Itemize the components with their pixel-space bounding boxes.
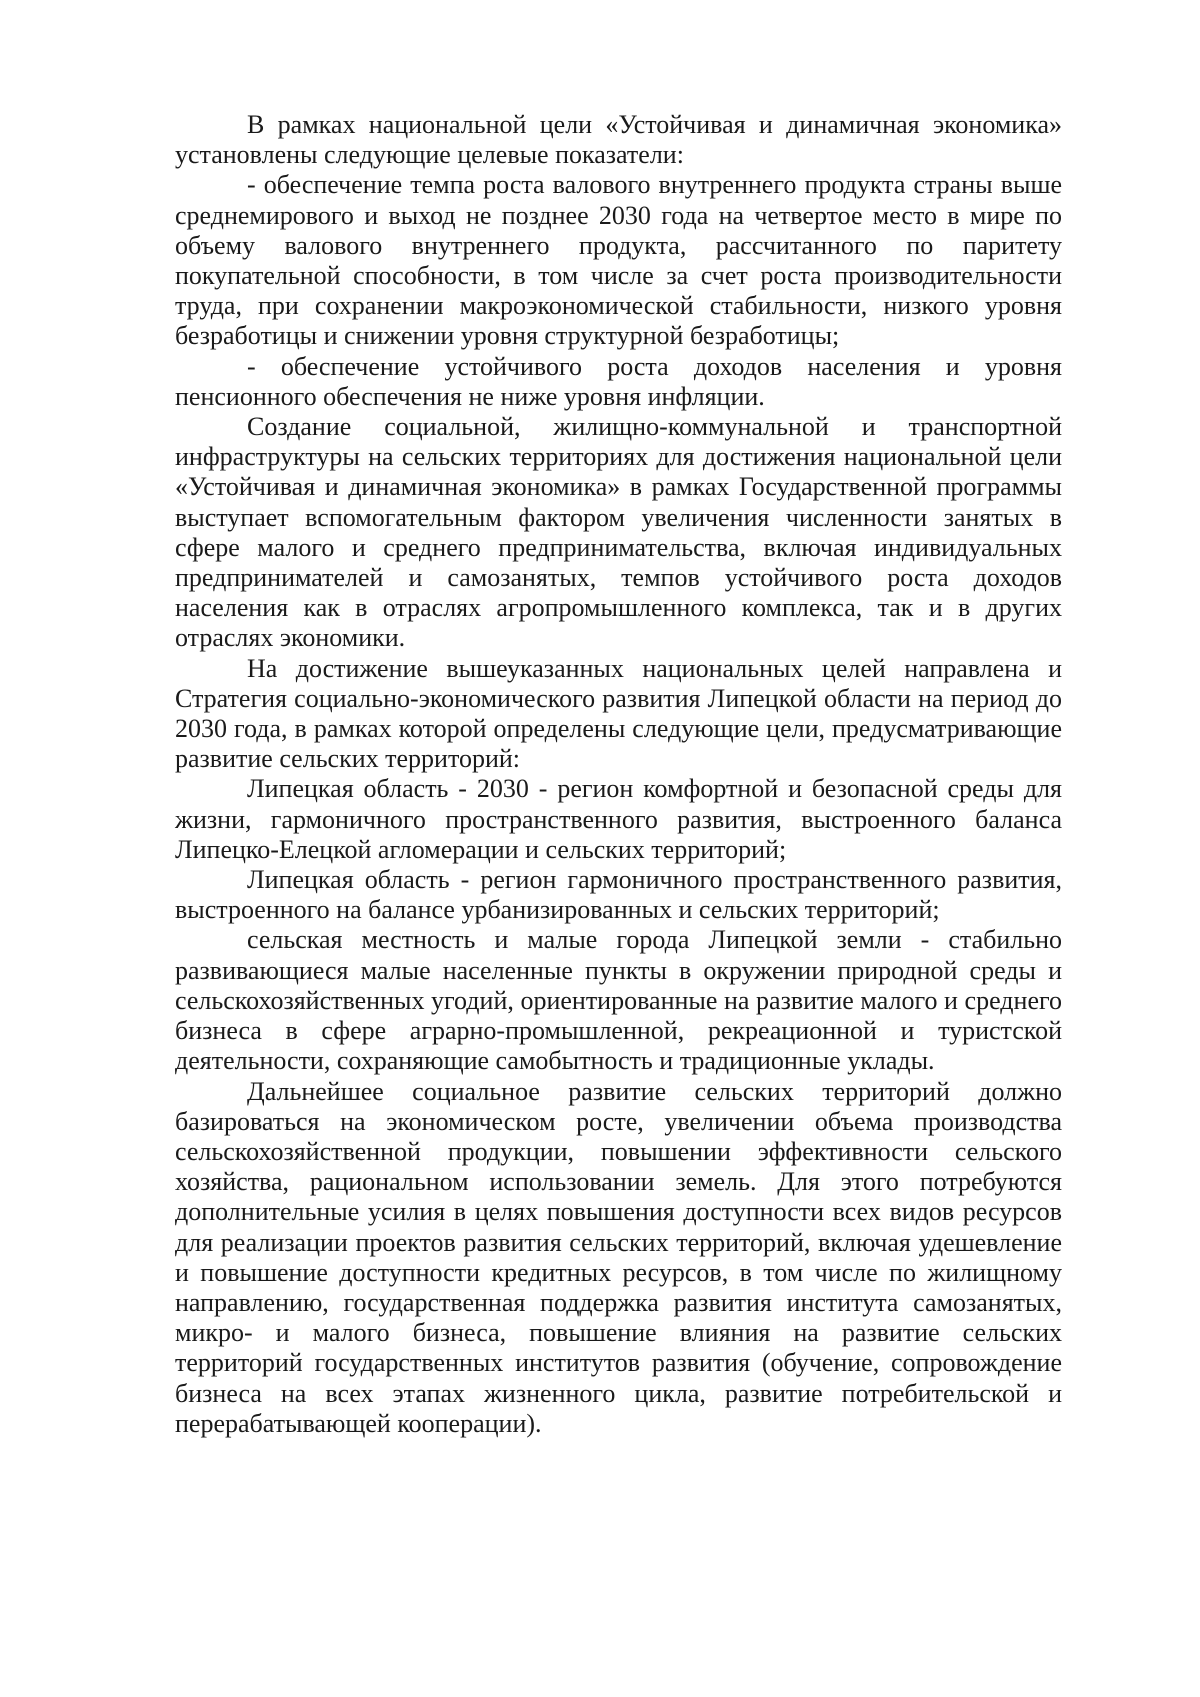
paragraph-rural-areas-goal: сельская местность и малые города Липецкой земли - стабильно развивающиеся малые населенные пункты в окружении природной среды и сельскохозяйственных угодий, ориентированные на развитие малого и среднего бизнеса в сфере аграрно-промышленной, рекреационной и туристской деятельности, сохраняющие самобытность и традиционные уклады. [175, 925, 1062, 1076]
document-page [175, 110, 1062, 1439]
paragraph-gdp-growth-target: - обеспечение темпа роста валового внутреннего продукта страны выше среднемирового и выход не позднее 2030 года на четвертое место в мире по объему валового внутреннего продукта, рассчитанного по паритету покупательной способности, в том числе за счет роста производительности труда, при сохранении макроэкономической стабильности, низкого уровня безработицы и снижении уровня структурной безработицы; [175, 170, 1062, 351]
paragraph-national-goal-intro: В рамках национальной цели «Устойчивая и динамичная экономика» установлены следующие целевые показатели: [175, 110, 1062, 170]
paragraph-regional-strategy: На достижение вышеуказанных национальных целей направлена и Стратегия социально-экономического развития Липецкой области на период до 2030 года, в рамках которой определены следующие цели, предусматривающие развитие сельских территорий: [175, 653, 1062, 774]
paragraph-lipetsk-spatial-goal: Липецкая область - регион гармоничного пространственного развития, выстроенного на балансе урбанизированных и сельских территорий; [175, 865, 1062, 925]
paragraph-lipetsk-2030-goal: Липецкая область - 2030 - регион комфортной и безопасной среды для жизни, гармоничного пространственного развития, выстроенного баланса Липецко-Елецкой агломерации и сельских территорий; [175, 774, 1062, 864]
paragraph-income-growth-target: - обеспечение устойчивого роста доходов населения и уровня пенсионного обеспечения не ниже уровня инфляции. [175, 351, 1062, 411]
paragraph-further-development: Дальнейшее социальное развитие сельских территорий должно базироваться на экономическом росте, увеличении объема производства сельскохозяйственной продукции, повышении эффективности сельского хозяйства, рациональном использовании земель. Для этого потребуются дополнительные усилия в целях повышения доступности всех видов ресурсов для реализации проектов развития сельских территорий, включая удешевление и повышение доступности кредитных ресурсов, в том числе по жилищному направлению, государственная поддержка развития института самозанятых, микро- и малого бизнеса, повышение влияния на развитие сельских территорий государственных институтов развития (обучение, сопровождение бизнеса на всех этапах жизненного цикла, развитие потребительской и перерабатывающей кооперации). [175, 1076, 1062, 1438]
paragraph-rural-infrastructure: Создание социальной, жилищно-коммунальной и транспортной инфраструктуры на сельских территориях для достижения национальной цели «Устойчивая и динамичная экономика» в рамках Государственной программы выступает вспомогательным фактором увеличения численности занятых в сфере малого и среднего предпринимательства, включая индивидуальных предпринимателей и самозанятых, темпов устойчивого роста доходов населения как в отраслях агропромышленного комплекса, так и в других отраслях экономики. [175, 412, 1062, 653]
